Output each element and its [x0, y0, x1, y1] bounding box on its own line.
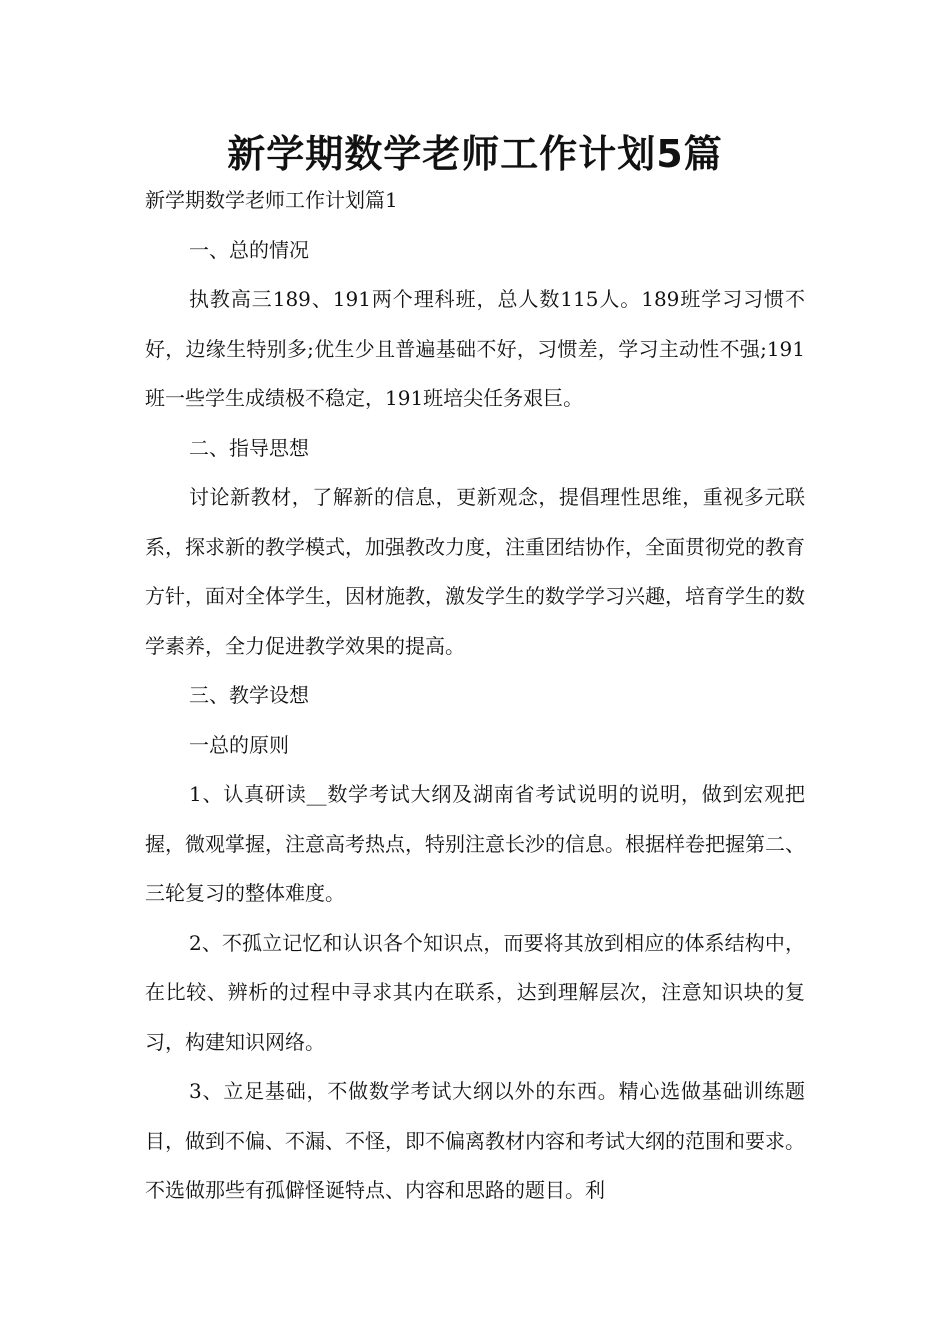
paragraph: 讨论新教材，了解新的信息，更新观念，提倡理性思维，重视多元联系，探求新的教学模式，加强教改力度，注重团结协作，全面贯彻党的教育方针，面对全体学生，因材施教，激发学生的数学学习兴趣，培育学生的数学素养，全力促进教学效果的提高。 — [145, 485, 805, 658]
paragraph: 3、立足基础，不做数学考试大纲以外的东西。精心选做基础训练题目，做到不偏、不漏、不怪，即不偏离教材内容和考试大纲的范围和要求。不选做那些有孤僻怪诞特点、内容和思路的题目。利 — [145, 1079, 805, 1202]
paragraph: 三、教学设想 — [189, 683, 309, 707]
document-title: 新学期数学老师工作计划5篇 — [227, 132, 723, 176]
paragraph: 2、不孤立记忆和认识各个知识点，而要将其放到相应的体系结构中，在比较、辨析的过程中寻求其内在联系，达到理解层次，注意知识块的复习，构建知识网络。 — [145, 930, 805, 1054]
document-body — [145, 176, 805, 1216]
paragraph: 执教高三189、191两个理科班，总人数115人。189班学习习惯不好，边缘生特别多;优生少且普遍基础不好，习惯差，学习主动性不强;191班一些学生成绩极不稳定，191班培尖任务艰巨。 — [145, 287, 805, 410]
section-heading: 新学期数学老师工作计划篇1 — [145, 188, 398, 212]
paragraph: 一总的原则 — [189, 732, 289, 757]
paragraph: 一、总的情况 — [189, 237, 309, 262]
paragraph: 二、指导思想 — [189, 435, 309, 460]
paragraph: 1、认真研读__数学考试大纲及湖南省考试说明的说明，做到宏观把握，微观掌握，注意高考热点，特别注意长沙的信息。根据样卷把握第二、三轮复习的整体难度。 — [145, 782, 805, 905]
